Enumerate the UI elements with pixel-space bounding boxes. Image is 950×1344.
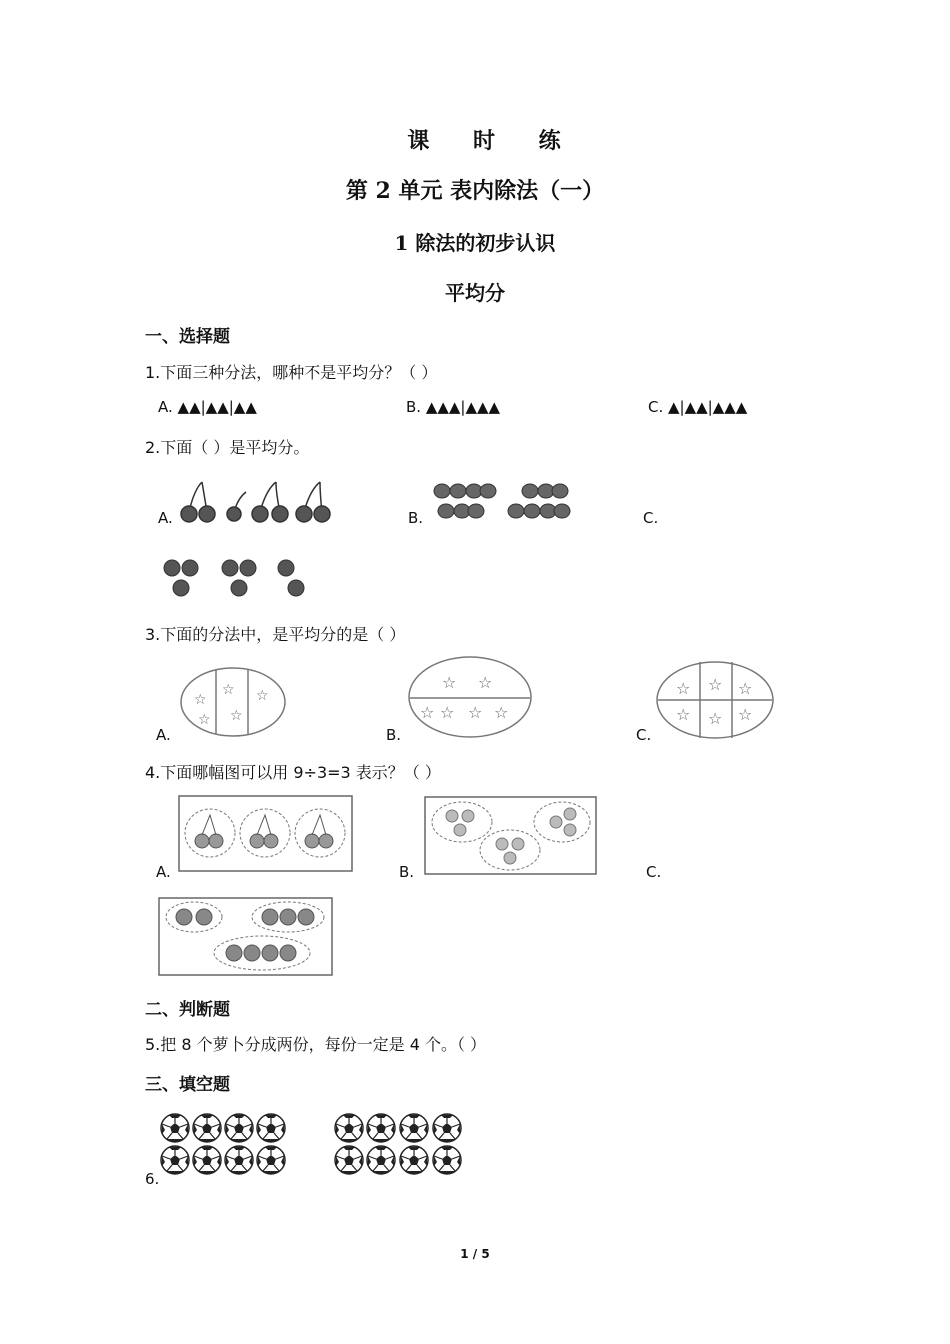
svg-text:☆: ☆ — [194, 692, 207, 708]
svg-text:☆: ☆ — [494, 703, 509, 722]
q4-option-c-label: C. — [646, 863, 662, 881]
q3-option-a-image — [180, 666, 286, 738]
q3-option-a-label: A. — [156, 726, 171, 744]
section-choice: 一、选择题 — [145, 327, 230, 347]
q3-option-b-label: B. — [386, 726, 402, 744]
svg-text:☆: ☆ — [468, 703, 483, 722]
svg-text:☆: ☆ — [708, 709, 723, 728]
q3-option-b-image — [408, 656, 532, 738]
q2-option-b-label: B. — [408, 509, 424, 527]
q1-option-b: B. ▲▲▲|▲▲▲ — [406, 398, 501, 416]
q1-text: 1.下面三种分法，哪种不是平均分？（ ） — [145, 363, 438, 382]
svg-text:☆: ☆ — [222, 682, 235, 698]
svg-text:☆: ☆ — [420, 703, 435, 722]
q6-soccer-balls-image — [160, 1112, 466, 1178]
svg-text:☆: ☆ — [442, 673, 457, 692]
q4-option-b-label: B. — [399, 863, 415, 881]
topic-title: 平均分 — [445, 281, 505, 305]
svg-text:☆: ☆ — [198, 712, 211, 728]
q1-option-c: C. ▲|▲▲|▲▲▲ — [648, 398, 748, 416]
q4-option-b-image — [424, 796, 598, 876]
q2-cherries-image — [176, 476, 336, 526]
q3-option-c-label: C. — [636, 726, 652, 744]
q4-option-c-image — [158, 897, 334, 977]
svg-text:☆: ☆ — [256, 688, 269, 704]
q4-text: 4.下面哪幅图可以用 9÷3=3 表示？（ ） — [145, 763, 441, 782]
q2-apples-image — [160, 556, 310, 600]
svg-text:☆: ☆ — [230, 708, 243, 724]
section-fill: 三、填空题 — [145, 1075, 230, 1095]
q2-option-c-label: C. — [643, 509, 659, 527]
svg-text:☆: ☆ — [676, 705, 691, 724]
svg-text:☆: ☆ — [478, 673, 493, 692]
q2-option-a-label: A. — [158, 509, 173, 527]
unit-title: 第 2 单元 表内除法（一） — [345, 178, 605, 204]
q1-option-a: A. ▲▲|▲▲|▲▲ — [158, 398, 257, 416]
svg-text:☆: ☆ — [738, 679, 753, 698]
doc-title: 课 时 练 — [407, 128, 579, 154]
lesson-title: 1 除法的初步认识 — [394, 231, 556, 255]
svg-text:☆: ☆ — [440, 703, 455, 722]
q6-label: 6. — [145, 1170, 160, 1188]
q3-text: 3.下面的分法中，是平均分的是（ ） — [145, 625, 406, 644]
q4-option-a-label: A. — [156, 863, 171, 881]
svg-text:☆: ☆ — [738, 705, 753, 724]
q3-option-c-image — [656, 660, 774, 740]
q5-text: 5.把 8 个萝卜分成两份，每份一定是 4 个。（ ） — [145, 1035, 487, 1054]
section-judge: 二、判断题 — [145, 1000, 230, 1020]
page-number: 1 / 5 — [460, 1247, 490, 1261]
svg-text:☆: ☆ — [676, 679, 691, 698]
q2-text: 2.下面（ ）是平均分。 — [145, 438, 310, 457]
q2-strawberries-image — [432, 481, 582, 523]
svg-text:☆: ☆ — [708, 675, 723, 694]
q4-option-a-image — [178, 795, 354, 873]
